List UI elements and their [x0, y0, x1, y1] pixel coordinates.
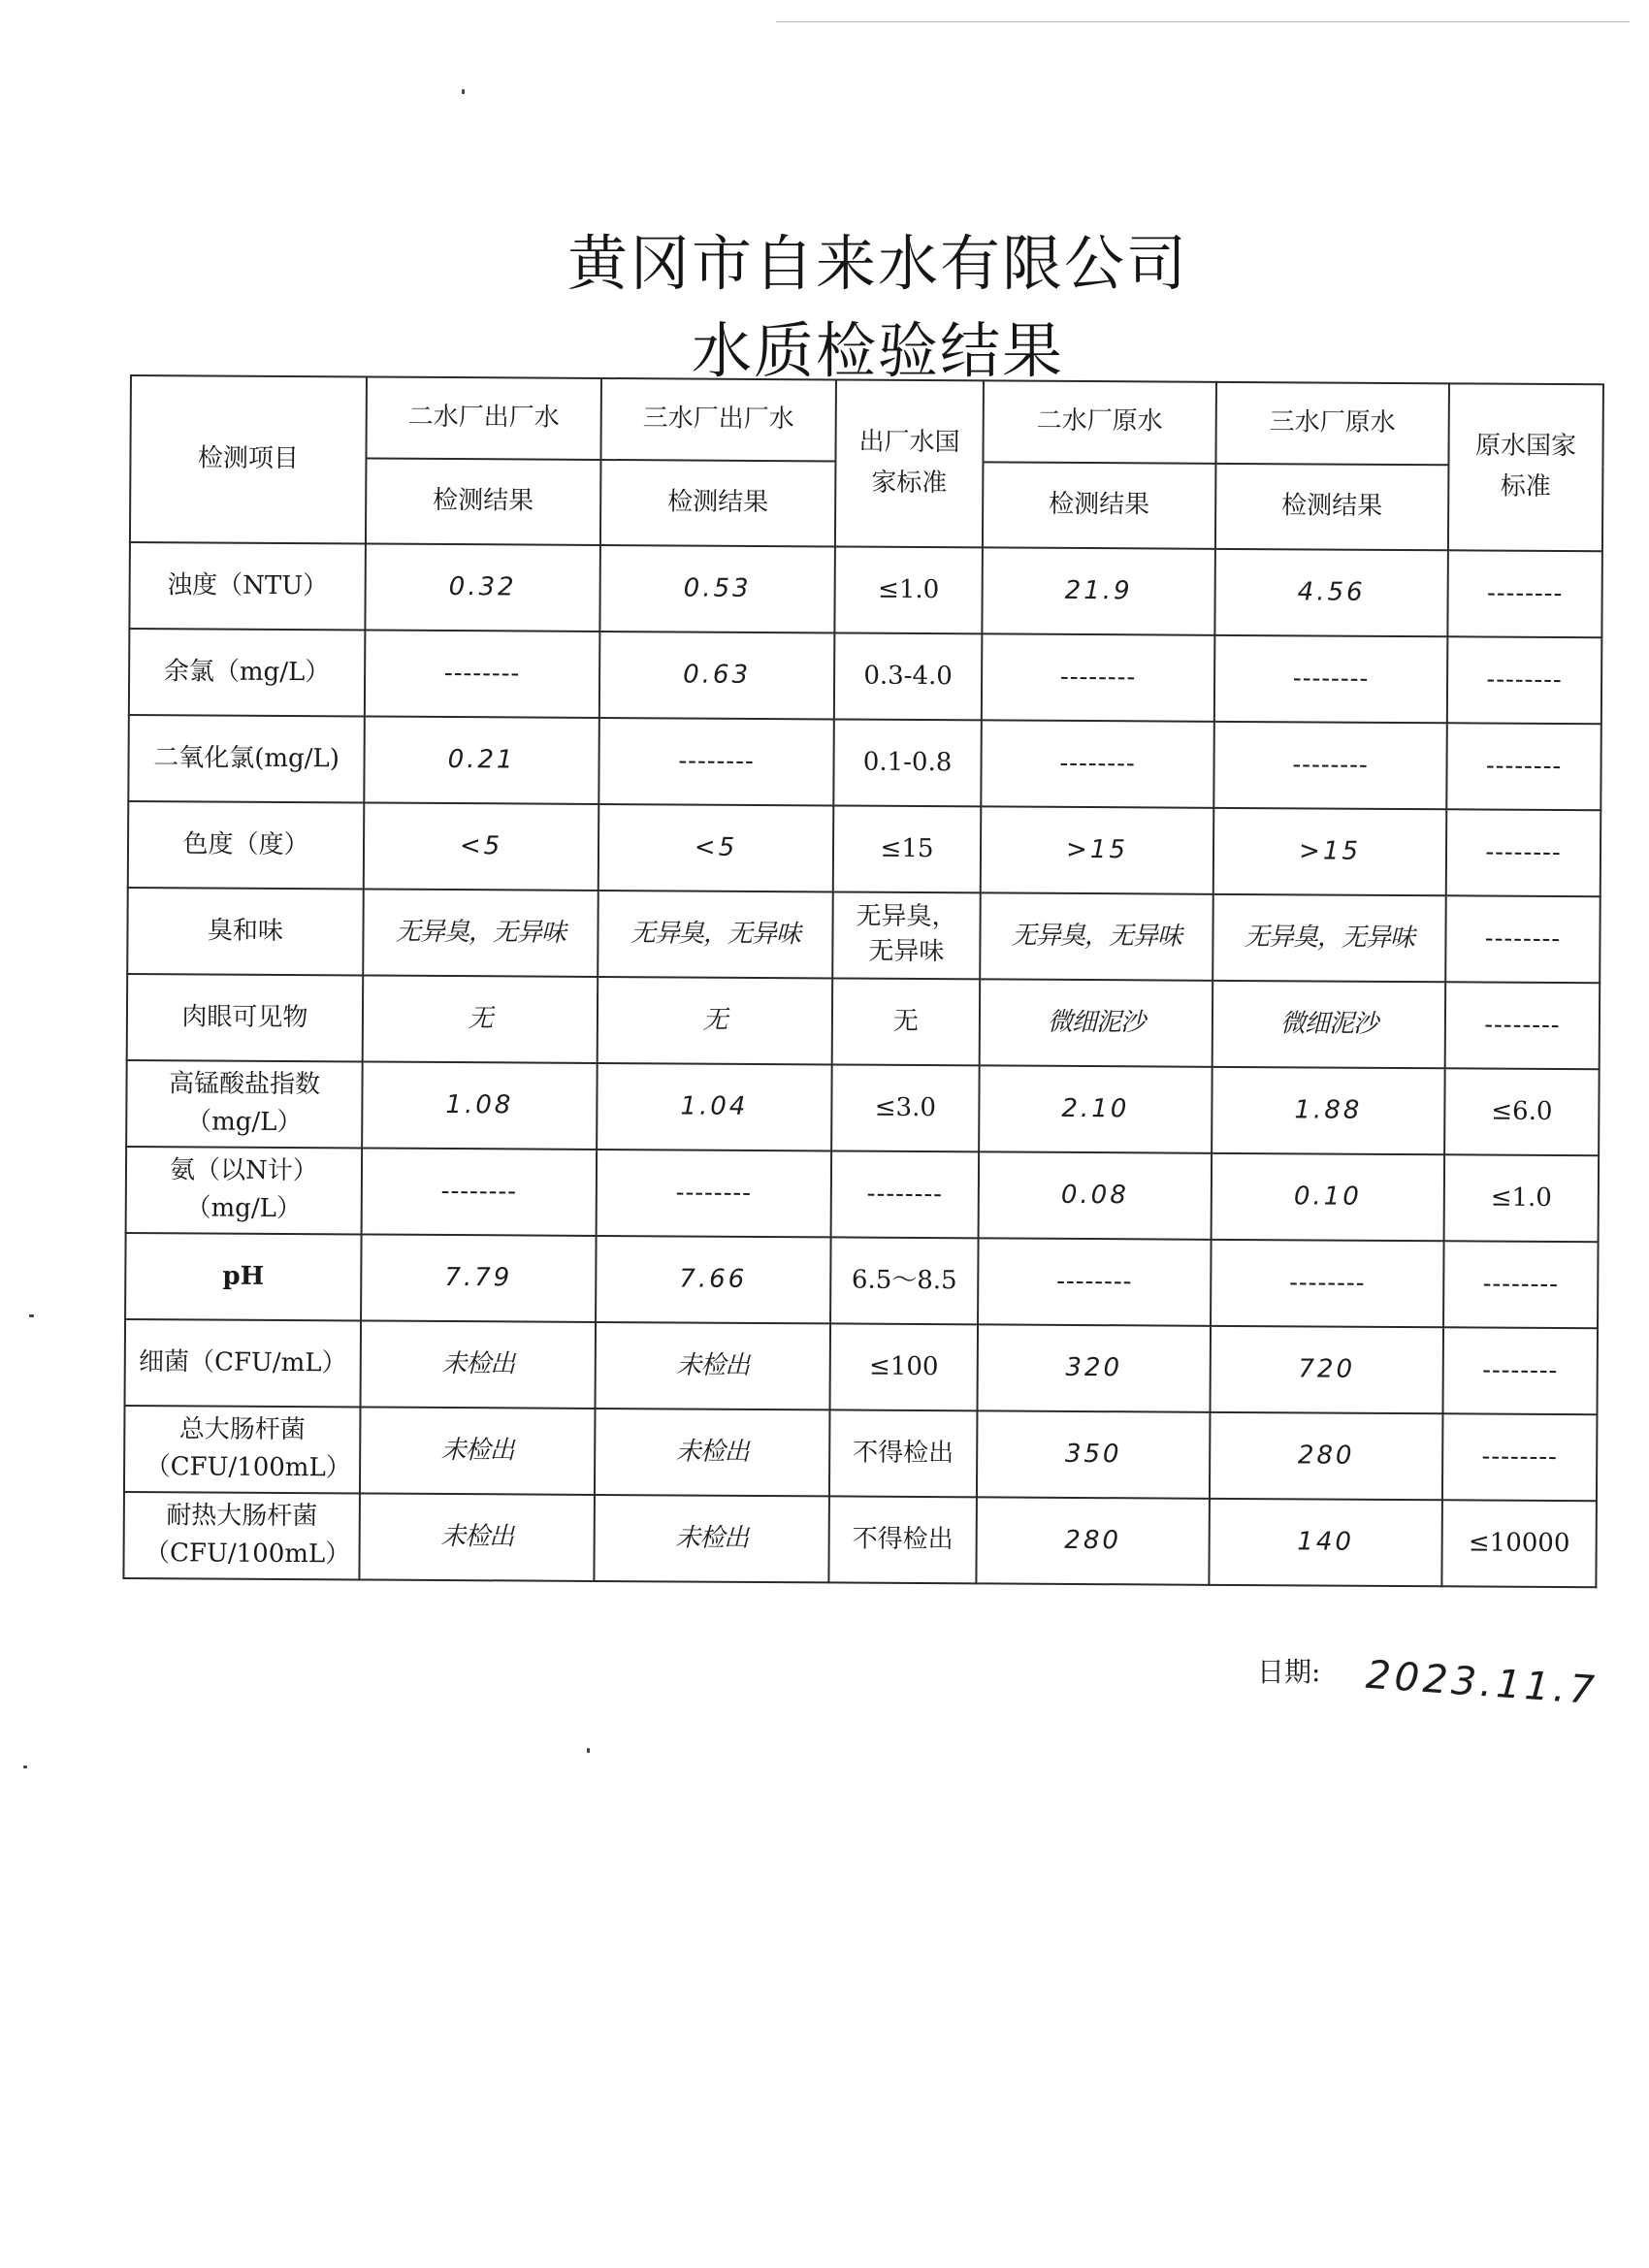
cell-plant2-raw: 280 [976, 1497, 1210, 1584]
cell-plant2-raw: 2.10 [979, 1065, 1212, 1152]
company-title: 黄冈市自来水有限公司 [566, 228, 1188, 299]
header-plant2-outlet: 二水厂出厂水 [366, 376, 601, 459]
cell-plant2-outlet: 未检出 [359, 1493, 595, 1580]
item-permanganate-index: 高锰酸盐指数（mg/L） [126, 1060, 363, 1148]
cell-outlet-standard: ≤1.0 [834, 546, 983, 633]
cell-plant3-outlet: 无异臭，无异味 [598, 891, 833, 978]
cell-plant3-outlet: 未检出 [594, 1495, 829, 1582]
cell-plant3-raw: 720 [1210, 1326, 1443, 1413]
cell-outlet-standard: ≤3.0 [831, 1064, 980, 1151]
cell-plant3-outlet: 未检出 [595, 1409, 830, 1496]
cell-plant3-raw: -------- [1214, 635, 1448, 723]
report-title: 水质检验结果 [691, 315, 1064, 386]
scan-speck [29, 1314, 34, 1317]
header-plant3-raw: 三水厂原水 [1215, 382, 1449, 465]
cell-plant2-outlet: 无异臭，无异味 [363, 889, 598, 976]
cell-plant2-outlet: 未检出 [361, 1320, 597, 1408]
cell-raw-standard: -------- [1447, 636, 1602, 724]
cell-plant2-raw: 无异臭，无异味 [980, 892, 1213, 980]
table-row [126, 1147, 1600, 1242]
item-chroma: 色度（度） [128, 801, 365, 889]
cell-raw-standard: -------- [1442, 1413, 1598, 1501]
cell-outlet-standard: 不得检出 [829, 1409, 978, 1497]
cell-raw-standard: ≤6.0 [1444, 1068, 1600, 1155]
table-row [125, 1319, 1599, 1414]
table-row [124, 1406, 1598, 1501]
table-row [126, 1060, 1600, 1155]
cell-plant3-raw: 无异臭，无异味 [1212, 894, 1446, 982]
cell-plant2-outlet: 未检出 [360, 1407, 596, 1494]
scan-speck [23, 1766, 27, 1768]
cell-plant3-outlet: -------- [597, 1150, 832, 1237]
cell-outlet-standard: 6.5～8.5 [830, 1237, 979, 1324]
cell-plant3-outlet: 无 [598, 977, 833, 1064]
cell-outlet-standard: 无异臭，无异味 [832, 891, 981, 979]
date-label: 日期: [1257, 1656, 1321, 1688]
cell-raw-standard: -------- [1445, 895, 1600, 983]
header-result: 检测结果 [1215, 464, 1449, 550]
cell-plant3-outlet: -------- [598, 718, 834, 805]
header-row [130, 375, 1602, 466]
cell-plant3-raw: >15 [1213, 808, 1447, 895]
cell-outlet-standard: 不得检出 [828, 1496, 977, 1583]
cell-plant3-raw: 1.88 [1212, 1067, 1445, 1154]
cell-raw-standard: -------- [1445, 982, 1600, 1069]
table-row [129, 542, 1602, 637]
cell-plant3-outlet: 0.53 [599, 545, 835, 632]
cell-raw-standard: -------- [1442, 1327, 1598, 1414]
item-total-coliform: 总大肠杆菌（CFU/100mL） [124, 1406, 361, 1493]
cell-outlet-standard: 0.3-4.0 [834, 632, 983, 720]
header-plant3-outlet: 三水厂出厂水 [600, 378, 836, 461]
cell-outlet-standard: 无 [832, 978, 981, 1065]
cell-raw-standard: -------- [1443, 1241, 1599, 1328]
cell-plant3-raw: -------- [1213, 722, 1447, 809]
results-table [122, 374, 1604, 1588]
item-ph: pH [125, 1233, 362, 1320]
cell-raw-standard: -------- [1447, 550, 1602, 637]
item-residual-chlorine: 余氯（mg/L） [129, 629, 366, 716]
header-item: 检测项目 [130, 375, 367, 543]
table-row [123, 1492, 1597, 1587]
table-row [127, 974, 1600, 1069]
cell-plant2-outlet: -------- [362, 1148, 598, 1235]
header-result: 检测结果 [366, 458, 601, 544]
cell-plant2-outlet: 0.21 [364, 716, 599, 803]
cell-plant2-outlet: 无 [363, 975, 598, 1062]
cell-raw-standard: ≤1.0 [1444, 1154, 1600, 1242]
date-value: 2023.11.7 [1364, 1652, 1600, 1714]
cell-plant3-outlet: 未检出 [595, 1322, 830, 1409]
cell-outlet-standard: 0.1-0.8 [833, 719, 982, 806]
scan-speck [462, 89, 465, 94]
cell-plant3-raw: 微细泥沙 [1212, 981, 1446, 1068]
header-result: 检测结果 [983, 462, 1216, 548]
cell-plant3-outlet: 0.63 [599, 632, 835, 719]
cell-plant2-raw: -------- [978, 1238, 1212, 1325]
item-odor-taste: 臭和味 [127, 888, 364, 975]
cell-plant2-raw: 微细泥沙 [980, 979, 1213, 1066]
scan-speck [587, 1748, 590, 1753]
cell-plant2-raw: 0.08 [979, 1151, 1212, 1239]
cell-raw-standard: -------- [1446, 723, 1601, 810]
cell-raw-standard: -------- [1446, 809, 1601, 896]
item-visible-matter: 肉眼可见物 [127, 974, 364, 1061]
header-result: 检测结果 [600, 460, 836, 546]
cell-plant2-raw: -------- [982, 633, 1215, 721]
item-ammonia: 氨（以N计）（mg/L） [126, 1147, 363, 1234]
cell-plant3-outlet: 1.04 [597, 1063, 832, 1150]
cell-plant2-raw: 320 [977, 1324, 1211, 1411]
header-raw-standard: 原水国家标准 [1448, 383, 1603, 551]
cell-plant3-raw: 4.56 [1214, 549, 1448, 636]
header-outlet-standard: 出厂水国家标准 [835, 379, 984, 547]
cell-plant3-raw: 0.10 [1212, 1153, 1445, 1241]
cell-plant3-outlet: <5 [598, 804, 834, 891]
cell-plant2-outlet: -------- [365, 630, 600, 717]
scan-edge-line [776, 21, 1630, 22]
cell-plant2-outlet: <5 [364, 802, 599, 890]
cell-plant2-outlet: 1.08 [362, 1061, 598, 1149]
cell-plant2-raw: 21.9 [982, 547, 1215, 634]
cell-plant2-outlet: 0.32 [365, 543, 600, 631]
item-thermotolerant-coliform: 耐热大肠杆菌（CFU/100mL） [123, 1492, 360, 1579]
cell-plant3-raw: 280 [1210, 1412, 1443, 1500]
cell-plant3-raw: 140 [1209, 1499, 1442, 1586]
item-bacteria: 细菌（CFU/mL） [125, 1319, 362, 1407]
table-row [127, 888, 1600, 983]
cell-outlet-standard: -------- [831, 1150, 980, 1238]
cell-outlet-standard: ≤100 [829, 1323, 978, 1410]
table-row [128, 801, 1601, 896]
cell-plant3-outlet: 7.66 [596, 1236, 831, 1323]
cell-plant3-raw: -------- [1211, 1240, 1444, 1327]
cell-plant2-raw: -------- [981, 720, 1214, 807]
table-row [125, 1233, 1599, 1328]
cell-outlet-standard: ≤15 [833, 805, 982, 892]
header-plant2-raw: 二水厂原水 [983, 380, 1216, 463]
cell-plant2-outlet: 7.79 [361, 1234, 597, 1321]
cell-plant2-raw: >15 [981, 806, 1214, 893]
item-chlorine-dioxide: 二氧化氯(mg/L) [128, 715, 365, 802]
cell-plant2-raw: 350 [977, 1410, 1211, 1498]
cell-raw-standard: ≤10000 [1441, 1500, 1597, 1587]
table-row [128, 715, 1601, 810]
item-turbidity: 浊度（NTU） [129, 542, 366, 630]
table-row [129, 629, 1602, 724]
